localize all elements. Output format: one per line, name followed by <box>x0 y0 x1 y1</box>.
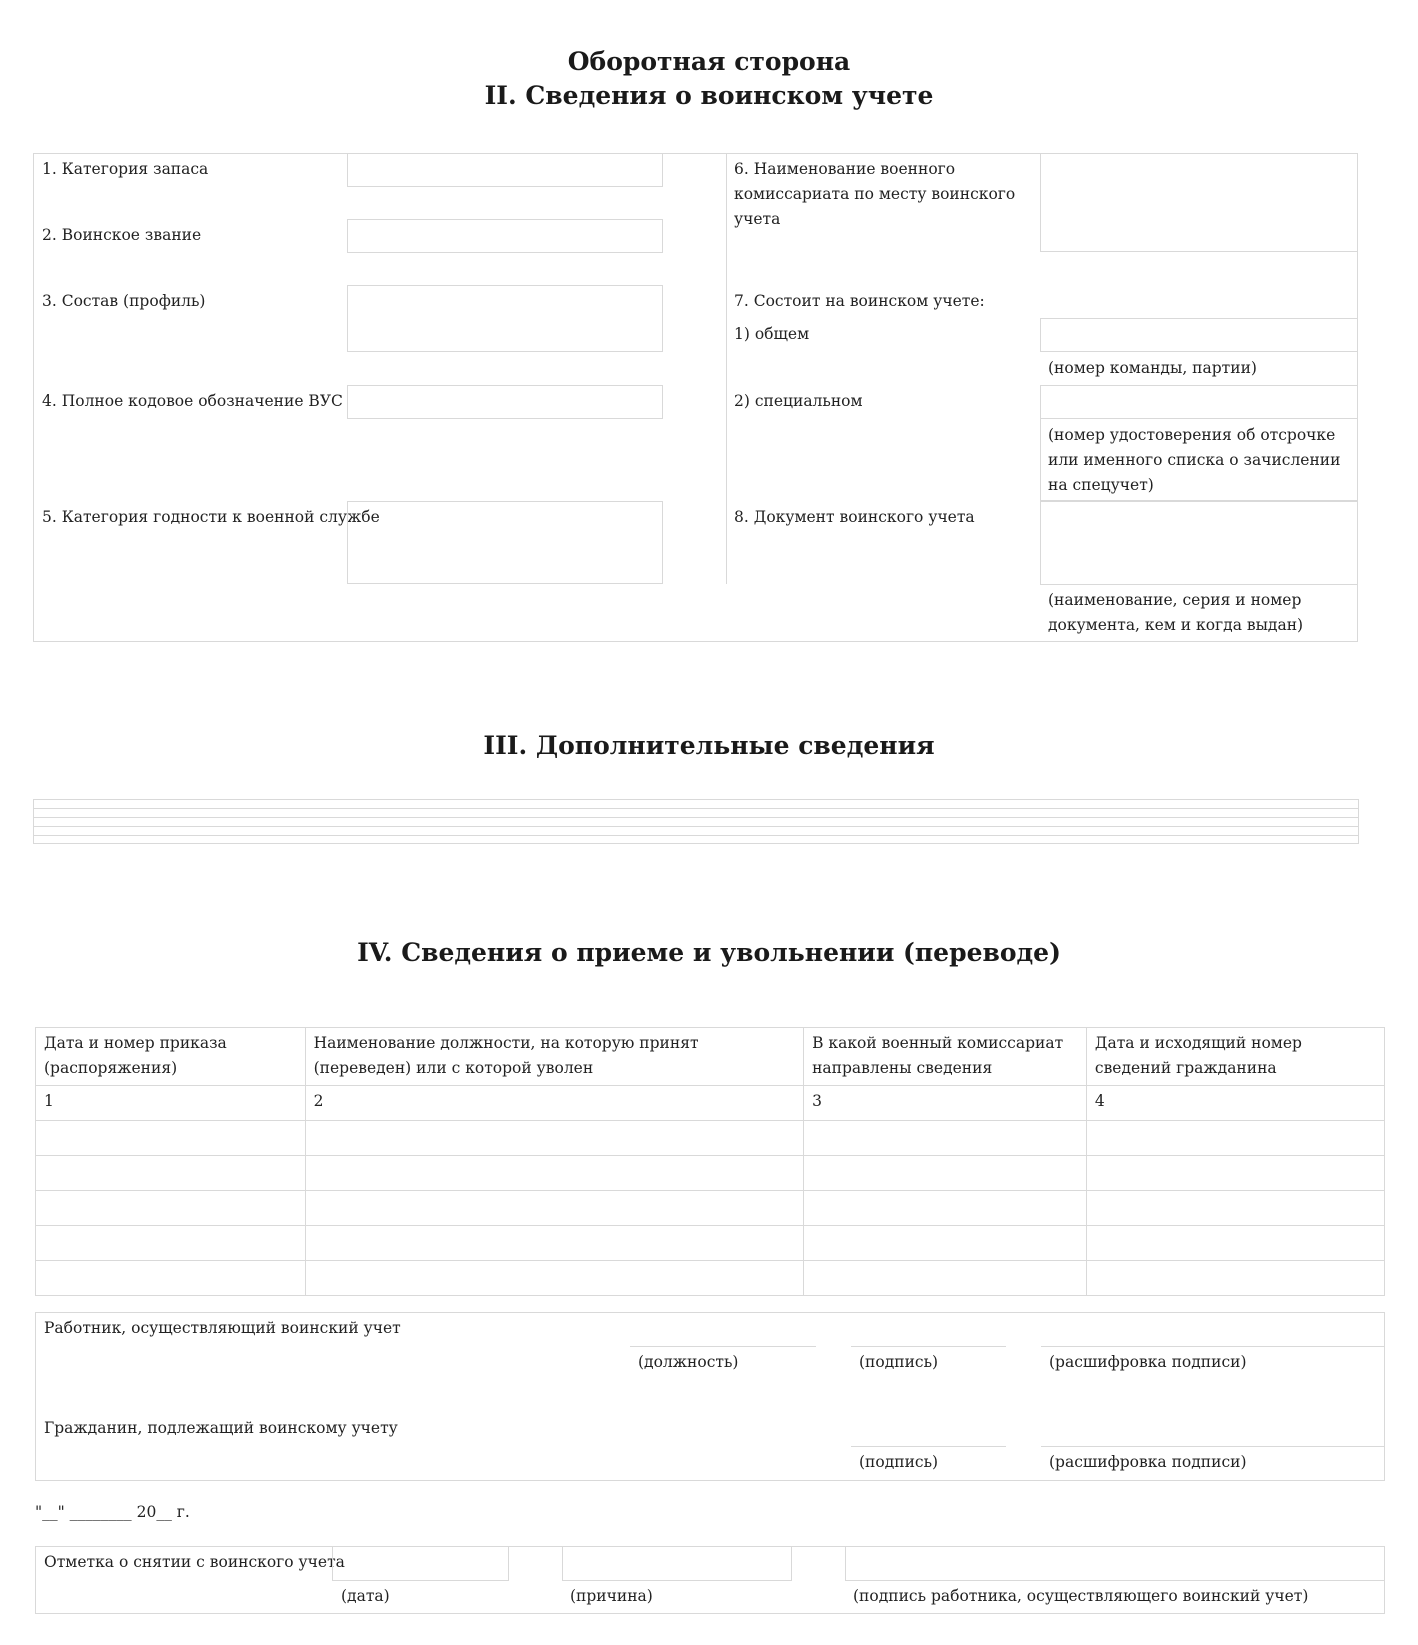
table-cell[interactable] <box>1086 1191 1384 1226</box>
section-4-heading: IV. Сведения о приеме и увольнении (переводе) <box>357 938 1061 967</box>
removal-date-hint: (дата) <box>341 1587 390 1605</box>
removal-date-input[interactable] <box>332 1546 509 1581</box>
field-fitness-category-input[interactable] <box>347 501 663 584</box>
field-special-registration-input[interactable] <box>1040 385 1358 419</box>
field-military-rank-label: 2. Воинское звание <box>42 226 202 244</box>
table-cell[interactable] <box>305 1226 803 1261</box>
decoding-line[interactable] <box>1041 1346 1385 1347</box>
removal-label: Отметка о снятии с воинского учета <box>44 1553 345 1571</box>
signature-line[interactable] <box>851 1346 1006 1347</box>
decoding-hint: (расшифровка подписи) <box>1049 1353 1247 1371</box>
field-registration-label: 7. Состоит на воинском учете: <box>734 292 985 310</box>
ruled-line <box>33 817 1359 818</box>
column-header: Дата и номер приказа (распоряжения) <box>36 1028 306 1086</box>
field-military-rank-input[interactable] <box>347 219 663 253</box>
field-military-document-hint: (наименование, серия и номер документа, кем и когда выдан) <box>1048 591 1304 634</box>
column-number: 3 <box>804 1086 1087 1121</box>
table-cell[interactable] <box>36 1191 306 1226</box>
field-special-registration-label: 2) специальном <box>734 392 863 410</box>
field-general-registration-input[interactable] <box>1040 318 1358 352</box>
table-cell[interactable] <box>1086 1121 1384 1156</box>
table-cell[interactable] <box>804 1121 1087 1156</box>
field-reserve-category-input[interactable] <box>347 153 663 187</box>
field-vus-code-input[interactable] <box>347 385 663 419</box>
table-cell[interactable] <box>36 1121 306 1156</box>
field-general-registration-hint: (номер команды, партии) <box>1048 359 1257 377</box>
table-row <box>36 1156 1385 1191</box>
page-title: Оборотная сторона <box>567 47 851 76</box>
field-commissariat-label: 6. Наименование военного комиссариата по месту воинского учета <box>734 160 1016 228</box>
table-cell[interactable] <box>36 1156 306 1191</box>
field-reserve-category-label: 1. Категория запаса <box>42 160 209 178</box>
table-cell[interactable] <box>1086 1261 1384 1296</box>
removal-signature-input[interactable] <box>845 1546 1385 1581</box>
citizen-label: Гражданин, подлежащий воинскому учету <box>44 1419 398 1437</box>
citizen-signature-hint: (подпись) <box>859 1453 939 1471</box>
employment-table <box>35 1027 1385 1296</box>
table-cell[interactable] <box>804 1191 1087 1226</box>
field-general-registration-label: 1) общем <box>734 325 810 343</box>
table-cell[interactable] <box>804 1226 1087 1261</box>
table-row <box>36 1121 1385 1156</box>
table-cell[interactable] <box>804 1261 1087 1296</box>
table-row <box>36 1261 1385 1296</box>
table-header-row <box>36 1028 1385 1086</box>
field-military-document-label: 8. Документ воинского учета <box>734 508 975 526</box>
table-cell[interactable] <box>305 1191 803 1226</box>
column-header: Наименование должности, на которую принят (переведен) или с которой уволен <box>305 1028 803 1086</box>
column-number: 4 <box>1086 1086 1384 1121</box>
field-commissariat-input[interactable] <box>1040 153 1358 252</box>
signature-hint: (подпись) <box>859 1353 939 1371</box>
column-number: 1 <box>36 1086 306 1121</box>
field-composition-label: 3. Состав (профиль) <box>42 292 206 310</box>
section-2-heading: II. Сведения о воинском учете <box>484 81 934 110</box>
column-header: В какой военный комиссариат направлены сведения <box>804 1028 1087 1086</box>
ruled-line <box>33 826 1359 827</box>
table-number-row <box>36 1086 1385 1121</box>
table-cell[interactable] <box>305 1121 803 1156</box>
ruled-line <box>33 835 1359 836</box>
table-cell[interactable] <box>804 1156 1087 1191</box>
citizen-signature-line[interactable] <box>851 1446 1006 1447</box>
field-vus-code-label: 4. Полное кодовое обозначение ВУС <box>42 392 343 410</box>
section-3-heading: III. Дополнительные сведения <box>483 731 935 760</box>
field-fitness-category-label: 5. Категория годности к военной службе <box>42 508 380 526</box>
citizen-decoding-hint: (расшифровка подписи) <box>1049 1453 1247 1471</box>
field-composition-input[interactable] <box>347 285 663 352</box>
table-cell[interactable] <box>305 1261 803 1296</box>
column-number: 2 <box>305 1086 803 1121</box>
table-cell[interactable] <box>305 1156 803 1191</box>
table-cell[interactable] <box>36 1226 306 1261</box>
removal-signature-hint: (подпись работника, осуществляющего воинский учет) <box>853 1587 1309 1605</box>
worker-label: Работник, осуществляющий воинский учет <box>44 1319 401 1337</box>
position-line[interactable] <box>630 1346 816 1347</box>
date-line[interactable]: "__" ________ 20__ г. <box>35 1503 190 1521</box>
table-cell[interactable] <box>1086 1156 1384 1191</box>
column-header: Дата и исходящий номер сведений гражданина <box>1086 1028 1384 1086</box>
position-hint: (должность) <box>638 1353 739 1371</box>
table-row <box>36 1191 1385 1226</box>
column-divider <box>726 153 727 584</box>
citizen-decoding-line[interactable] <box>1041 1446 1385 1447</box>
field-military-document-input[interactable] <box>1040 501 1358 585</box>
removal-reason-input[interactable] <box>562 1546 792 1581</box>
field-special-registration-hint: (номер удостоверения об отсрочке или именного списка о зачислении на спецучет) <box>1048 426 1341 494</box>
additional-info-lines[interactable] <box>33 799 1359 844</box>
table-row <box>36 1226 1385 1261</box>
table-cell[interactable] <box>1086 1226 1384 1261</box>
ruled-line <box>33 808 1359 809</box>
table-cell[interactable] <box>36 1261 306 1296</box>
removal-reason-hint: (причина) <box>570 1587 653 1605</box>
